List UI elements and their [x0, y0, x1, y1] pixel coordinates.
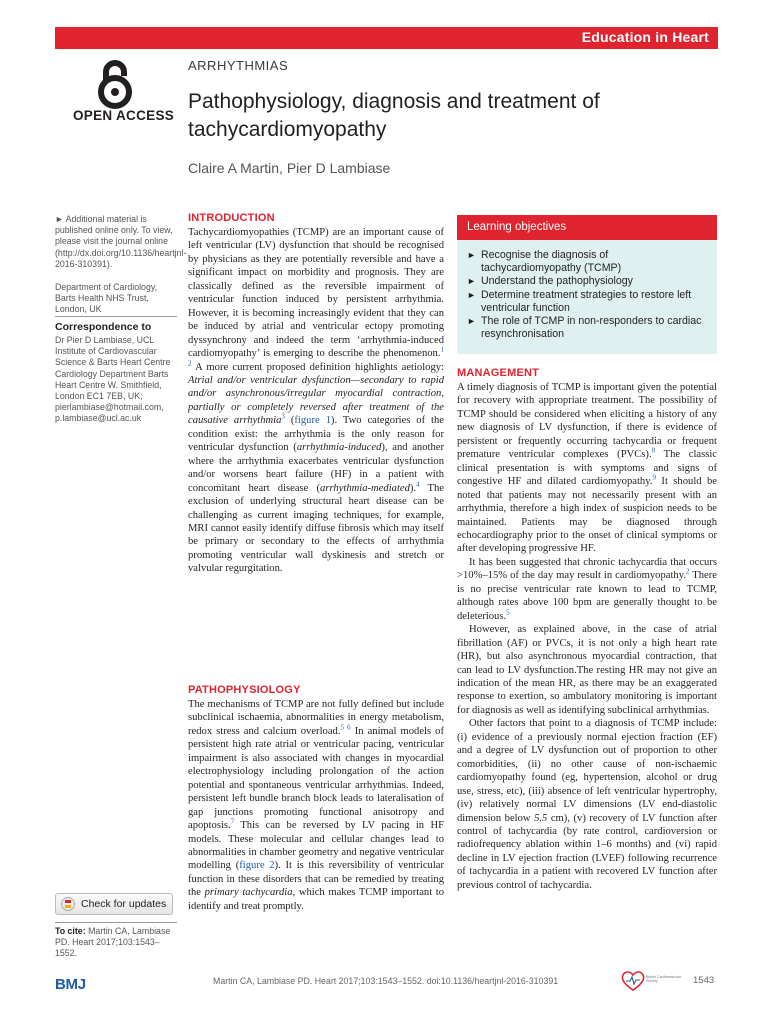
society-label: British Cardiovascular Society [646, 975, 681, 984]
management-heading: MANAGEMENT [457, 367, 540, 379]
management-body: A timely diagnosis of TCMP is important given the potential for recovery with appropriate treatment. The possibility of TCMP should be considered when eliciting a history of any new diagnosis of LV dysfunction, if there is evidence of persistent or frequently occurring tachycardia or frequent premature ventricular complexes (PVCs).$^8$ The classic clinical presentation is with symptoms and signs of congestive HF and dilated cardiomyopathy.$^9$ It should be noted that patients may not necessarily present with an arrhythmia, therefore a high index of suspicion needs to be maintained. Patients may be diagnosed through echocardiography prior to the onset of clinical symptoms or after developing progressive HF. It has been suggested that chronic tachycardia that occurs >10%–15% of the day may result in cardiomyopathy.$^2$ There is no precise ventricular rate known to lead to TCMP, although rates above 100 bpm are generally thought to be deleterious.$^5$ However, as explained above, in the case of atrial fibrillation (AF) or PVCs, it is not only a high heart rate (HR), but also asynchronous myocardial contraction, that can lead to LV dysfunction.The resting HR may not give an indication of the mean HR, as there may be an exaggerated response to exertion, so ambulatory monitoring is important for diagnosis as well as identifying subclinical arrhythmias. Other factors that point to a diagnosis of TCMP include: (i) evidence of a previously normal ejection fraction (EF) and a degree of LV dysfunction out of proportion to other comorbidities, (ii) no other cause of non-ischaemic cardiomyopathy found (eg, hypertension, alcohol or drug use, stress, etc), (iii) absence of left ventricular hypertrophy, (iv) relatively normal LV dimensions (LV end-diastolic dimension below 5.5 cm), (v) recovery of LV function after control of tachycardia (by rate control, cardioversion or radiofrequency ablation within 1–6 months) and (vi) rapid decline in LV ejection fraction (LVEF) following recurrence of tachycardia in a patient with recovered LV function after previous control of tachycardia. [457, 382, 717, 891]
heart-society-icon [620, 970, 646, 992]
page-number: 1543 [693, 975, 715, 986]
journal-header-bar [55, 27, 718, 49]
reference-link[interactable]: 5 6 [340, 723, 351, 732]
check-for-updates-label: Check for updates [81, 898, 167, 910]
reference-link[interactable]: 9 [652, 473, 656, 482]
article-authors: Claire A Martin, Pier D Lambiase [188, 160, 391, 176]
figure-link[interactable]: figure 2 [239, 860, 275, 872]
pathophysiology-heading: PATHOPHYSIOLOGY [188, 684, 301, 696]
open-access-label: OPEN ACCESS [73, 108, 175, 123]
sidebar-divider [55, 316, 177, 317]
reference-link[interactable]: 1 2 [188, 345, 444, 367]
correspondence-heading: Correspondence to [55, 321, 152, 333]
crossmark-icon [61, 897, 75, 911]
pathophysiology-body: The mechanisms of TCMP are not fully defined but include subclinical ischaemia, abnormalities in energy metabolism, redox stress and calcium overload.$^{5 6}$ In animal models of persistent high rate atrial or ventricular pacing, ventricular impairment is also associated with changes in myocardial electrophysiology including prolongation of the action potential and spontaneous ventricular arrhythmias. Indeed, persistent left bundle branch block leads to lateralisation of gap junctions promoting functional anisotropy and apoptosis.$^7$ This can be reversed by LV pacing in HF models. These molecular and cellular changes lead to abnormalities in chamber geometry and negative ventricular modelling (figure 2). It is this reversibility of ventricular function in these disorders that can be remedied by treating the primary tachycardia, which makes TCMP important to identify and treat promptly. [188, 699, 445, 912]
reference-link[interactable]: 8 [651, 446, 656, 455]
journal-section-label: Education in Heart [581, 29, 709, 45]
article-category: ARRHYTHMIAS [188, 58, 289, 73]
cite-divider [55, 922, 177, 923]
correspondence [55, 321, 177, 425]
footer-citation: Martin CA, Lambiase PD. Heart 2017;103:1543–1552. doi:10.1136/heartjnl-2016-310391 [213, 976, 559, 986]
check-for-updates-button[interactable] [55, 893, 173, 915]
list-item: ► The role of TCMP in non-responders to cardiac resynchronisation [467, 315, 709, 341]
reference-link[interactable]: 5 [506, 608, 510, 617]
introduction-body: Tachycardiomyopathies (TCMP) are an important cause of left ventricular (LV) dysfunction that should be recognised by physicians as they are potentially reversible and have a significant impact on morbidity and prognosis. They are classically defined as the reversible impairment of ventricular function induced by persistent arrhythmia. However, it is becoming increasingly evident that they can be induced by atrial and ventricular ectopy promoting dyssynchrony and indeed the term ‘arrhythmia-induced cardiomyopathy’ is emerging to describe the phenomenon.$^{1 2}$ A more current proposed definition highlights aetiology: Atrial and/or ventricular dysfunction—secondary to rapid and/or asynchronous/irregular myocardial contraction, partially or completely reversed after treatment of the causative arrhythmia$^3$ (figure 1). Two categories of the condition exist: the arrhythmia is the only reason for ventricular dysfunction (arrhythmia-induced), and another where the arrhythmia exacerbates ventricular dysfunction and/or worsens heart failure (HF) in a patient with concomitant heart disease (arrhythmia-mediated).$^4$ The exclusion of underlying structural heart disease can be challenging as current imaging techniques, for example, MRI cannot easily identify diffuse fibrosis which may itself be primary or secondary to the effects of arrhythmia promoting ventricular wall dyskinesis and stretch or valvular regurgitation. [188, 227, 445, 575]
learning-objectives-list [457, 240, 717, 341]
cite-text: Martin CA, Lambiase PD. Heart 2017;103:1543–1552. [55, 926, 171, 959]
open-access-icon [92, 60, 138, 110]
additional-material-note: ► Additional material is published online only. To view, please visit the journal online (http://dx.doi.org/10.1136/heartjnl-2016-310391). [55, 214, 187, 269]
citation-box [55, 926, 177, 960]
list-item: ► Recognise the diagnosis of tachycardiomyopathy (TCMP) [467, 249, 709, 275]
introduction-heading: INTRODUCTION [188, 212, 275, 224]
reference-link[interactable]: 4 [416, 480, 420, 489]
bmj-logo: BMJ [55, 976, 86, 993]
figure-link[interactable]: figure 1 [294, 415, 331, 427]
list-item: ► Understand the pathophysiology [467, 275, 709, 288]
reference-link[interactable]: 7 [230, 817, 235, 826]
affiliation: Department of Cardiology, Barts Health NHS Trust, London, UK [55, 282, 158, 315]
list-item: ► Determine treatment strategies to restore left ventricular function [467, 289, 709, 315]
article-title: Pathophysiology, diagnosis and treatment of tachycardiomyopathy [188, 90, 600, 141]
reference-link[interactable]: 2 [685, 567, 690, 576]
correspondence-body: Dr Pier D Lambiase, UCL Institute of Cardiovascular Science & Barts Heart Centre Cardiology Department Barts Heart Centre W. Smithfield, London EC1 7EB, UK; pierlambiase@hotmail.com, p.lambiase@ucl.ac.uk [55, 335, 171, 424]
learning-objectives-heading: Learning objectives [457, 215, 717, 240]
learning-objectives-box [457, 215, 717, 354]
cite-label: To cite: [55, 926, 86, 936]
reference-link[interactable]: 3 [281, 412, 285, 421]
